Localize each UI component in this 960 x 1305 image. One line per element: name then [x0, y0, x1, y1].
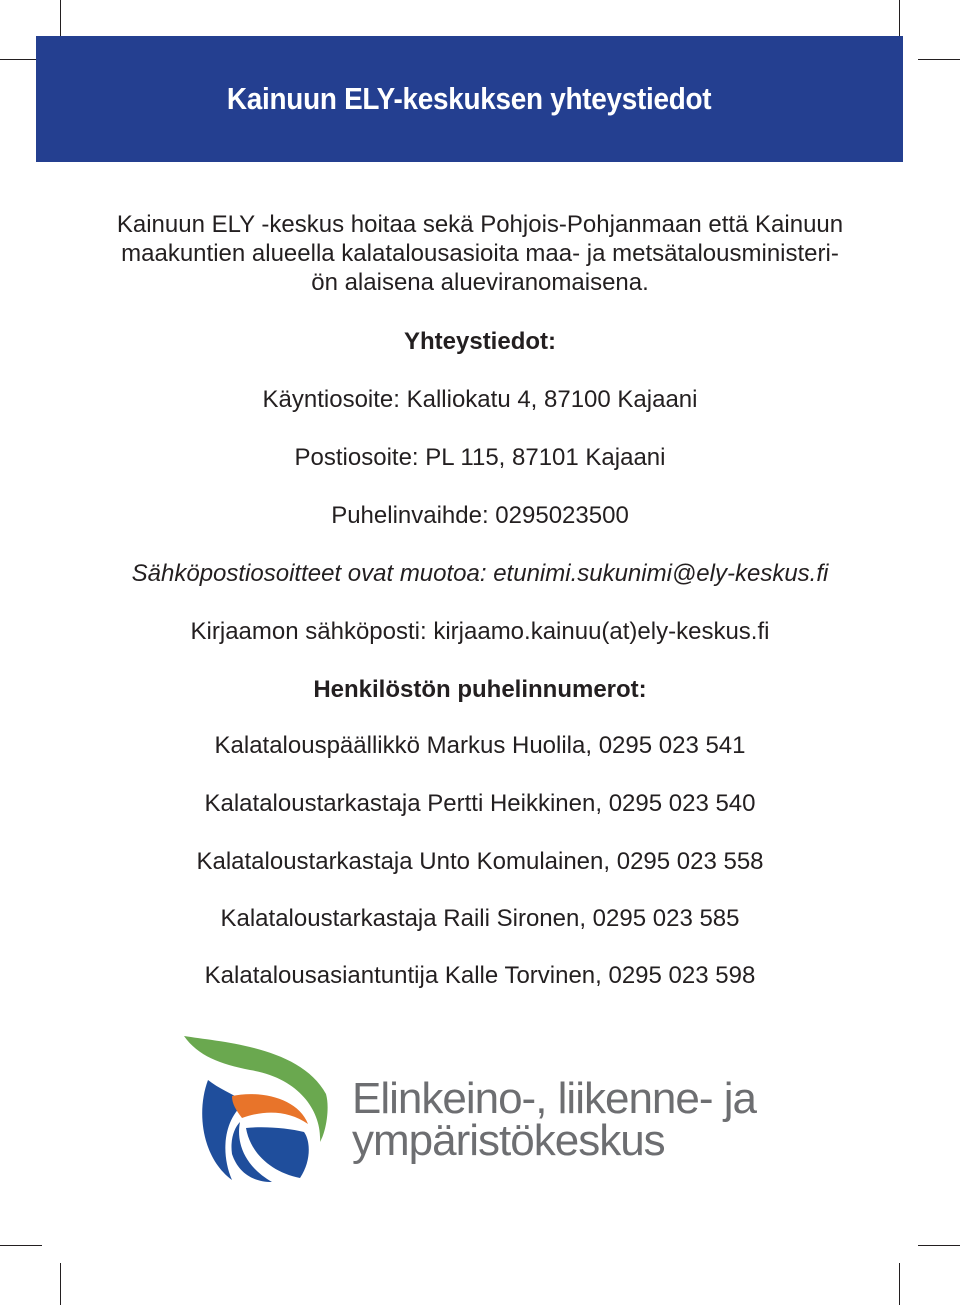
crop-mark-bottom-left: [60, 1263, 61, 1305]
crop-mark-top-right-h: [918, 59, 960, 60]
visiting-address: Käyntiosoite: Kalliokatu 4, 87100 Kajaani: [262, 386, 698, 413]
postal-address: Postiosoite: PL 115, 87101 Kajaani: [294, 444, 666, 471]
crop-mark-bottom-right: [899, 1263, 900, 1305]
ely-logo: [180, 1032, 780, 1192]
title-banner: [36, 36, 903, 162]
logo-line-1: Elinkeino-, liikenne- ja: [352, 1074, 756, 1123]
intro-line: maakuntien alueella kalatalousasioita maa- ja metsätalousministeri-: [121, 240, 839, 267]
switchboard-phone: Puhelinvaihde: 0295023500: [331, 502, 629, 529]
staff-entry: Kalataloustarkastaja Pertti Heikkinen, 0295 023 540: [204, 790, 756, 817]
staff-entry: Kalataloustarkastaja Unto Komulainen, 0295 023 558: [196, 848, 764, 875]
staff-heading: Henkilöstön puhelinnumerot:: [313, 676, 647, 703]
staff-entry: Kalataloustarkastaja Raili Sironen, 0295 023 585: [220, 905, 740, 932]
logo-line-2: ympäristökeskus: [352, 1116, 665, 1165]
ely-emblem-icon: [180, 1032, 330, 1192]
intro-line: Kainuun ELY -keskus hoitaa sekä Pohjois-Pohjanmaan että Kainuun: [116, 211, 844, 238]
intro-paragraph: [60, 210, 900, 297]
ely-logo-text: [352, 1074, 756, 1165]
staff-entry: Kalatalouspäällikkö Markus Huolila, 0295 023 541: [214, 732, 746, 759]
registry-email: Kirjaamon sähköposti: kirjaamo.kainuu(at)ely-keskus.fi: [190, 618, 770, 645]
crop-mark-bottom-right-h: [918, 1245, 960, 1246]
staff-entry: Kalatalousasiantuntija Kalle Torvinen, 0295 023 598: [204, 962, 756, 989]
contact-heading: Yhteystiedot:: [403, 328, 556, 355]
page-title: Kainuun ELY-keskuksen yhteystiedot: [227, 81, 712, 116]
crop-mark-bottom-left-h: [0, 1245, 42, 1246]
email-format: Sähköpostiosoitteet ovat muotoa: etunimi.sukunimi@ely-keskus.fi: [131, 560, 829, 587]
intro-line: ön alaisena alueviranomaisena.: [311, 269, 649, 296]
